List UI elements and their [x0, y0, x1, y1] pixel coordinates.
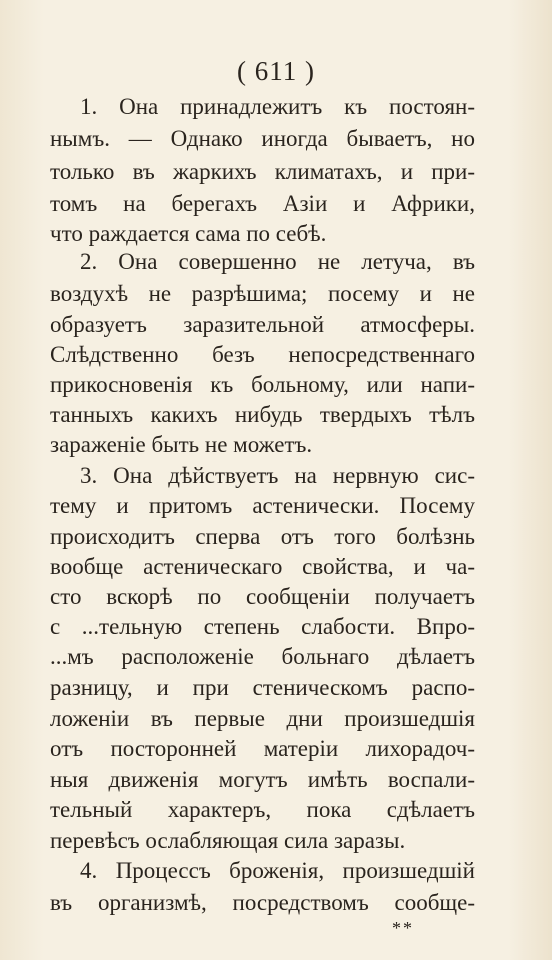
text-line-11: танныхъ какихъ нибудь твердыхъ тѣлъ [50, 402, 475, 427]
text-line-16: вообще астеническаго свойства, и ча- [50, 554, 475, 579]
text-line-6: 2. Она совершенно не летуча, въ [80, 249, 475, 274]
text-line-2: нымъ. — Однако иногда бываетъ, но [50, 126, 475, 151]
text-line-19: ...мъ расположеніе больнаго дѣлаетъ [50, 644, 475, 669]
text-line-10: прикосновенія къ больному, или напи- [50, 372, 475, 397]
text-line-14: тему и притомъ астенически. Посему [50, 493, 475, 518]
text-line-4: томъ на берегахъ Азіи и Африки, [50, 191, 475, 216]
text-line-7: воздухѣ не разрѣшима; посему и не [50, 281, 475, 306]
page-number: ( 611 ) [237, 56, 315, 86]
text-line-26: 4. Процессъ броженія, произшедшій [80, 858, 475, 883]
text-line-13: 3. Она дѣйствуетъ на нервную сис- [80, 463, 475, 488]
text-line-1: 1. Она принадлежитъ къ постоян- [80, 94, 475, 119]
signature-mark: ** [392, 918, 414, 938]
text-line-5: что раждается сама по себѣ. [50, 221, 327, 246]
text-line-12: зараженіе быть не можетъ. [50, 432, 313, 457]
text-line-22: отъ посторонней матеріи лихорадоч- [50, 736, 475, 761]
text-line-27: въ организмѣ, посредствомъ сообще- [50, 890, 475, 915]
text-line-8: образуетъ заразительной атмосферы. [50, 312, 475, 337]
text-line-24: тельный характеръ, пока сдѣлаетъ [50, 797, 475, 822]
text-line-15: происходитъ сперва отъ того болѣзнь [50, 524, 475, 549]
text-line-23: ныя движенія могутъ имѣть воспали- [50, 767, 475, 792]
text-line-17: сто вскорѣ по сообщеніи получаетъ [50, 584, 475, 609]
text-line-20: разницу, и при стеническомъ распо- [50, 675, 475, 700]
text-line-21: ложеніи въ первые дни произшедшія [50, 706, 475, 731]
text-line-3: только въ жаркихъ климатахъ, и при- [50, 159, 475, 184]
text-line-9: Слѣдственно безъ непосредственнаго [50, 342, 475, 367]
text-line-18: c ...тельную степень слабости. Впро- [50, 614, 475, 639]
text-line-25: перевѣсъ ослабляющая сила заразы. [50, 828, 406, 853]
